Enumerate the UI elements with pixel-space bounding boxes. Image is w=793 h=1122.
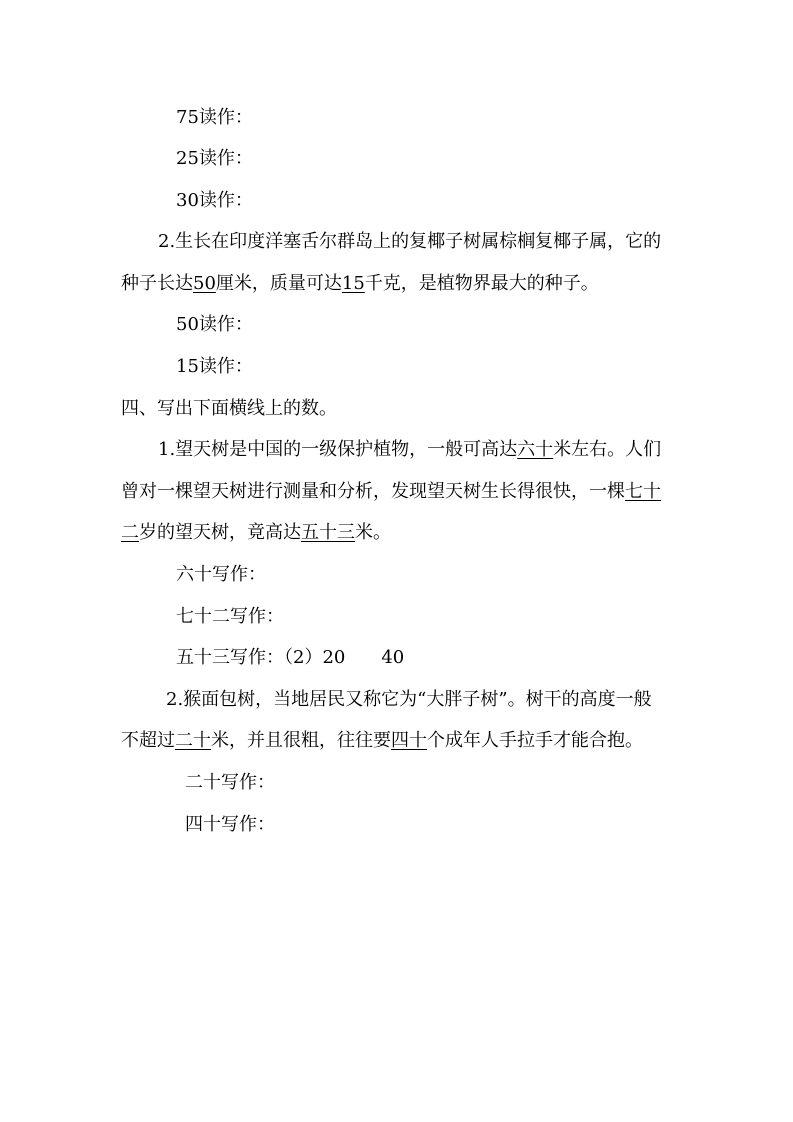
text-segment: 1.望天树是中国的一级保护植物，一般可高达 xyxy=(158,439,518,460)
text-segment: 米。 xyxy=(355,522,391,543)
underlined-number: 50 xyxy=(193,273,216,294)
text-segment: 米左右。人们 xyxy=(553,439,662,460)
underlined-number: 六十 xyxy=(517,439,554,460)
read-item-15 xyxy=(176,354,253,380)
read-item-number: 75 xyxy=(176,107,199,128)
s4-q2-line1: 2.猴面包树，当地居民又称它为“大胖子树”。树干的高度一般 xyxy=(166,689,652,710)
read-item-25 xyxy=(176,146,253,172)
s4-q1-line3 xyxy=(121,520,391,546)
text-segment: 厘米，质量可达 xyxy=(215,273,342,294)
write-item-label: 五十三写作：（2）20 xyxy=(176,647,346,668)
read-item-30 xyxy=(176,188,253,214)
write-item-twenty: 二十写作： xyxy=(185,772,275,793)
write-item-fiftythree xyxy=(176,645,404,671)
underlined-number: 五十三 xyxy=(301,522,355,543)
text-segment: 米，并且很粗，往往要 xyxy=(211,730,391,751)
read-item-label: 读作： xyxy=(198,356,253,377)
s4-q2-line2 xyxy=(121,728,643,754)
q2-paragraph-line1: 2.生长在印度洋塞舌尔群岛上的复椰子树属棕榈复椰子属，它的 xyxy=(158,231,662,252)
read-item-50 xyxy=(176,312,253,338)
underlined-number: 二 xyxy=(121,522,139,543)
s4-q1-line2 xyxy=(121,479,661,505)
read-item-number: 15 xyxy=(176,356,199,377)
read-item-label: 读作： xyxy=(198,190,253,211)
underlined-number: 15 xyxy=(341,273,365,294)
text-segment: 千克，是植物界最大的种子。 xyxy=(364,273,599,294)
read-item-label: 读作： xyxy=(198,314,253,335)
s4-q1-line1 xyxy=(158,437,661,463)
read-item-number: 50 xyxy=(176,314,199,335)
write-item-sixty: 六十写作： xyxy=(176,564,266,585)
read-item-number: 30 xyxy=(176,190,199,211)
text-segment: 不超过 xyxy=(121,730,175,751)
text-segment: 曾对一棵望天树进行测量和分析，发现望天树生长得很快，一棵 xyxy=(121,481,625,502)
section-heading: 四、写出下面横线上的数。 xyxy=(121,398,337,419)
text-segment: 个成年人手拉手才能合抱。 xyxy=(427,730,643,751)
read-item-label: 读作： xyxy=(198,107,253,128)
underlined-number: 七十 xyxy=(625,481,661,502)
underlined-number: 四十 xyxy=(391,730,427,751)
write-item-tail: 40 xyxy=(381,647,405,668)
underlined-number: 二十 xyxy=(175,730,211,751)
text-segment: 种子长达 xyxy=(121,273,193,294)
read-item-75 xyxy=(176,105,253,131)
write-item-seventytwo: 七十二写作： xyxy=(176,606,284,627)
q2-paragraph-line2 xyxy=(121,271,599,297)
text-segment: 岁的望天树，竟高达 xyxy=(139,522,301,543)
read-item-label: 读作： xyxy=(198,148,253,169)
read-item-number: 25 xyxy=(176,148,199,169)
write-item-forty: 四十写作： xyxy=(185,814,275,835)
